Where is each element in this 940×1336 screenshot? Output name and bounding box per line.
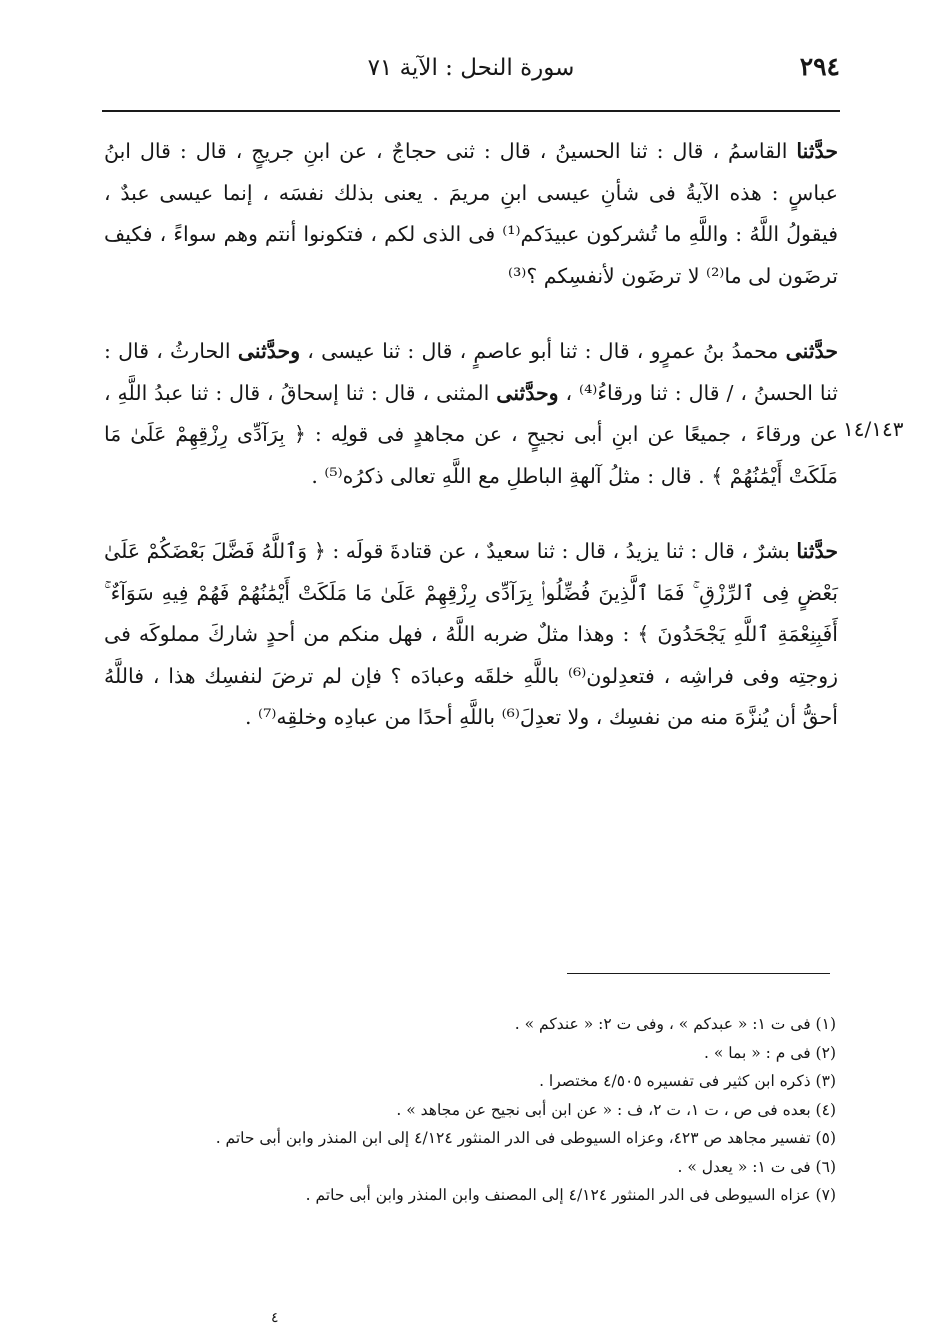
margin-reference: ١٤/١٤٣	[843, 417, 904, 441]
footnote-5: (٥) تفسير مجاهد ص ٤٢٣، وعزاه السيوطى فى الدر المنثور ٤/١٢٤ إلى ابن المنذر وابن أبى حاتم .	[215, 1129, 836, 1147]
header-rule	[102, 110, 840, 112]
paragraph-text: المثنى ، قال : ثنا إسحاقُ ، قال : ثنا عبدُ اللَّهِ ، عن ورقاءَ ، جميعًا عن ابنِ أبى نجيحٍ ، عن مجاهدٍ فى قولِه :	[104, 380, 838, 446]
bottom-mark: ٤	[271, 1310, 279, 1326]
footnote-1: (١) فى ت ١: « عبدكم » ، وفى ت ٢: « عندكم » .	[514, 1015, 836, 1033]
footnote-2: (٢) فى م : « بما » .	[704, 1043, 836, 1062]
isnad-opening: حدَّثنى	[785, 339, 838, 363]
isnad-opening: حدَّثنا	[796, 139, 838, 163]
paragraph-text: القاسمُ ، قال : ثنا الحسينُ ، قال : ثنى حجاجٌ ، عن ابنِ جريجٍ ، قال : قال ابنُ عباسٍ : هذه الآيةُ فى شأنِ عيسى ابنِ مريمَ . يعنى بذلك نفسَه ، إنما عيسى عبدٌ ، فيقولُ اللَّهُ : واللَّهِ ما تُشركون عبيدَكم⁽¹⁾ فى الذى لكم ، فتكونوا أنتم وهم سواءً ، فكيف ترضَون لى ما⁽²⁾ لا ترضَون لأنفسِكم ؟⁽³⁾	[104, 139, 838, 288]
paragraph-text: بشرٌ ، قال : ثنا يزيدُ ، قال : ثنا سعيدٌ ، عن قتادةَ قولَه :	[325, 539, 797, 563]
paragraph-text: الحارثُ ، قال : ثنا الحسنُ ، / قال : ثنا ورقاءُ⁽⁴⁾ ،	[104, 339, 839, 405]
footnote-rule	[567, 973, 830, 974]
paragraph-2	[104, 331, 838, 497]
footnotes	[110, 1010, 836, 1210]
isnad-connector: وحدَّثنى	[237, 339, 301, 363]
paragraph-text: محمدُ بنُ عمرٍو ، قال : ثنا أبو عاصمٍ ، قال : ثنا عيسى ،	[300, 339, 786, 363]
main-text	[104, 131, 838, 739]
paragraph-3	[104, 531, 838, 739]
paragraph-text: . قال : مثلُ آلهةِ الباطلِ مع اللَّهِ تعالى ذكرُه⁽⁵⁾ .	[311, 463, 712, 488]
running-title: سورة النحل : الآية ٧١	[367, 55, 575, 81]
quran-quote: ﴿ وَٱللَّهُ فَضَّلَ بَعْضَكُمْ عَلَىٰ بَعْضٍ فِى ٱلرِّزْقِ ۚ فَمَا ٱلَّذِينَ فُضِّلُوا۟ بِرَآدِّى رِزْقِهِمْ عَلَىٰ مَا مَلَكَتْ أَيْمَٰنُهُمْ فَهُمْ فِيهِ سَوَآءٌ ۚ أَفَبِنِعْمَةِ ٱللَّهِ يَجْحَدُونَ ﴾	[104, 539, 838, 646]
paragraph-text: : وهذا مثلٌ ضربه اللَّهُ ، فهل منكم من أحدٍ شاركَ مملوكَه فى زوجتِه وفى فراشِه ، فتعدِلون⁽⁶⁾ باللَّهِ خلقَه وعبادَه ؟ فإن لم ترضَ لنفسِك هذا ، فاللَّهُ أحقُّ أن يُنزَّهَ منه من نفسِك ، ولا تعدِلَ⁽⁶⁾ باللَّهِ أحدًا من عبادِه وخلقِه⁽⁷⁾ .	[104, 622, 839, 729]
footnote-7: (٧) عزاه السيوطى فى الدر المنثور ٤/١٢٤ إلى المصنف وابن المنذر وابن أبى حاتم .	[305, 1186, 836, 1204]
page-header	[102, 52, 840, 96]
footnote-3: (٣) ذكره ابن كثير فى تفسيره ٤/٥٠٥ مختصرا .	[539, 1072, 836, 1090]
footnote-4: (٤) بعده فى ص ، ت ١، ت ٢، ف : « عن ابن أبى نجيح عن مجاهد » .	[396, 1100, 836, 1119]
paragraph-1	[104, 131, 838, 297]
quran-quote: ﴿ بِرَآدِّى رِزْقِهِمْ عَلَىٰ مَا مَلَكَتْ أَيْمَٰنُهُمْ ﴾	[104, 422, 838, 488]
footnote-6: (٦) فى ت ١: « يعدل » .	[677, 1157, 836, 1176]
isnad-connector: وحدَّثنى	[496, 380, 559, 405]
isnad-opening: حدَّثنا	[796, 539, 838, 563]
page-number: ٢٩٤	[799, 52, 840, 81]
